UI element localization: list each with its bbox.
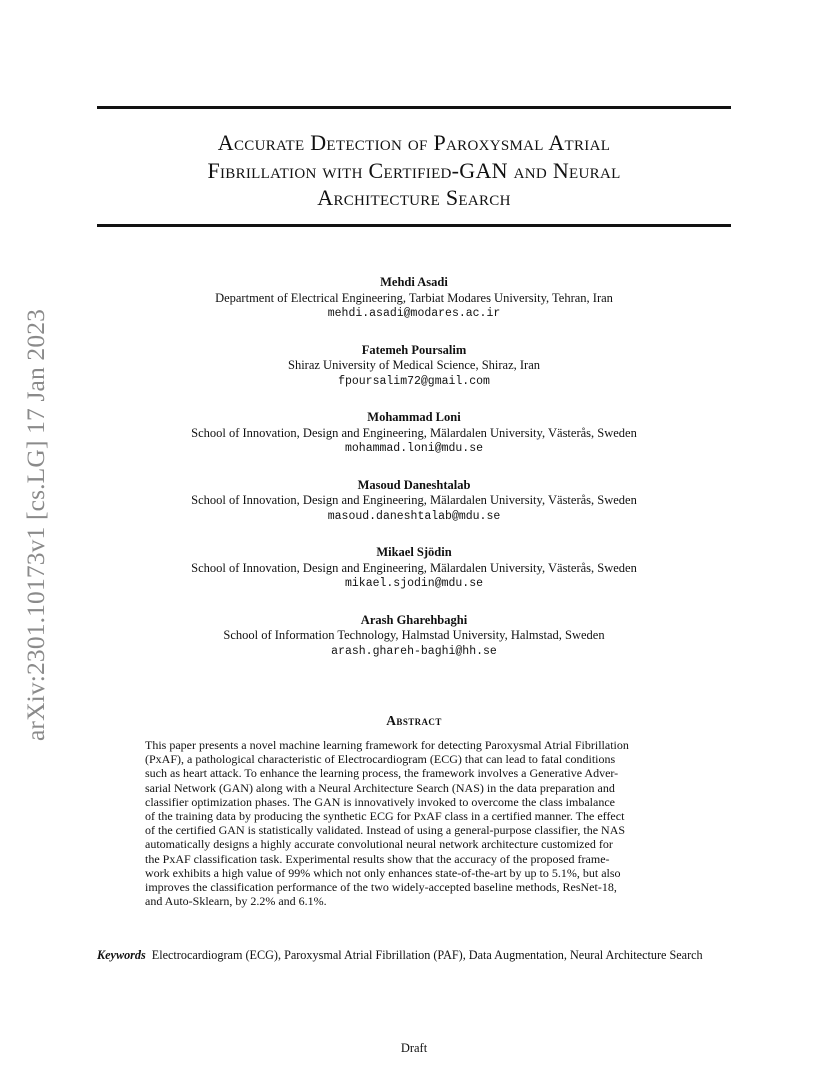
page-footer: Draft [400, 1041, 428, 1055]
abstract-line: work exhibits a high value of 99% which not only enhances state-of-the-art by up to 5.1%, but also [145, 865, 621, 880]
author-block [97, 478, 731, 546]
author-block [97, 275, 731, 343]
keywords-label: Keywords [97, 948, 146, 962]
author-email: masoud.daneshtalab@mdu.se [327, 509, 501, 523]
author-affiliation: School of Innovation, Design and Engineering, Mälardalen University, Västerås, Sweden [191, 560, 637, 575]
author-name: Arash Gharehbaghi [360, 612, 468, 627]
author-email: mohammad.loni@mdu.se [344, 442, 484, 456]
abstract-line: classifier optimization phases. The GAN is innovatively invoked to overcome the class imbalance [145, 794, 615, 809]
title-line: Architecture Search [317, 185, 511, 210]
author-affiliation: Shiraz University of Medical Science, Shiraz, Iran [288, 358, 540, 373]
paper-title [97, 129, 731, 212]
abstract-line: of the training data by producing the synthetic ECG for PxAF class in a certified manner. The effect [145, 809, 625, 824]
abstract-line: sarial Network (GAN) along with a Neural Architecture Search (NAS) in the data preparation and [145, 780, 615, 795]
author-email: arash.ghareh-baghi@hh.se [331, 644, 497, 658]
author-name: Mehdi Asadi [380, 275, 448, 289]
author-affiliation: School of Innovation, Design and Engineering, Mälardalen University, Västerås, Sweden [191, 425, 637, 440]
title-line: Accurate Detection of Paroxysmal Atrial [217, 130, 611, 155]
title-top-rule [97, 106, 731, 109]
author-affiliation: School of Information Technology, Halmstad University, Halmstad, Sweden [223, 628, 605, 643]
author-name: Mohammad Loni [367, 410, 461, 425]
author-name: Masoud Daneshtalab [357, 477, 471, 492]
author-list [97, 275, 731, 681]
abstract-line: improves the classification performance of the two widely-accepted baseline methods, ResNet-18, [145, 880, 617, 895]
abstract-heading: Abstract [386, 713, 442, 728]
author-name: Fatemeh Poursalim [361, 342, 467, 357]
author-email: mikael.sjodin@mdu.se [344, 577, 484, 591]
abstract-line: of the certified GAN is statistically validated. Instead of using a general-purpose classifier, the NAS [145, 823, 626, 838]
abstract-line: such as heart attack. To enhance the learning process, the framework involves a Generative Adver- [145, 766, 619, 781]
author-affiliation: School of Innovation, Design and Engineering, Mälardalen University, Västerås, Sweden [191, 493, 637, 508]
author-block [97, 410, 731, 478]
abstract-line: This paper presents a novel machine learning framework for detecting Paroxysmal Atrial Fibrillation [145, 738, 629, 752]
author-block [97, 613, 731, 681]
author-affiliation: Department of Electrical Engineering, Tarbiat Modares University, Tehran, Iran [215, 290, 613, 305]
author-email: fpoursalim72@gmail.com [338, 374, 490, 388]
abstract-line: the PxAF classification task. Experimental results show that the accuracy of the proposed frame- [145, 851, 610, 866]
author-email: mehdi.asadi@modares.ac.ir [327, 307, 501, 320]
abstract-line: automatically designs a highly accurate convolutional neural network architecture customized for [145, 837, 613, 852]
abstract-line: and Auto-Sklearn, by 2.2% and 6.1%. [145, 894, 327, 909]
author-name: Mikael Sjödin [376, 545, 452, 560]
keywords-section [97, 948, 737, 963]
keywords-text: Electrocardiogram (ECG), Paroxysmal Atrial Fibrillation (PAF), Data Augmentation, Neural Architecture Search [151, 948, 703, 962]
author-block [97, 343, 731, 411]
abstract-body [145, 738, 685, 908]
abstract-line: (PxAF), a pathological characteristic of Electrocardiogram (ECG) that can lead to fatal conditions [145, 752, 616, 767]
author-block [97, 545, 731, 613]
title-line: Fibrillation with Certified-GAN and Neural [207, 157, 621, 183]
arxiv-identifier-stamp: arXiv:2301.10173v1 [cs.LG] 17 Jan 2023 [21, 308, 50, 742]
title-bottom-rule [97, 224, 731, 227]
